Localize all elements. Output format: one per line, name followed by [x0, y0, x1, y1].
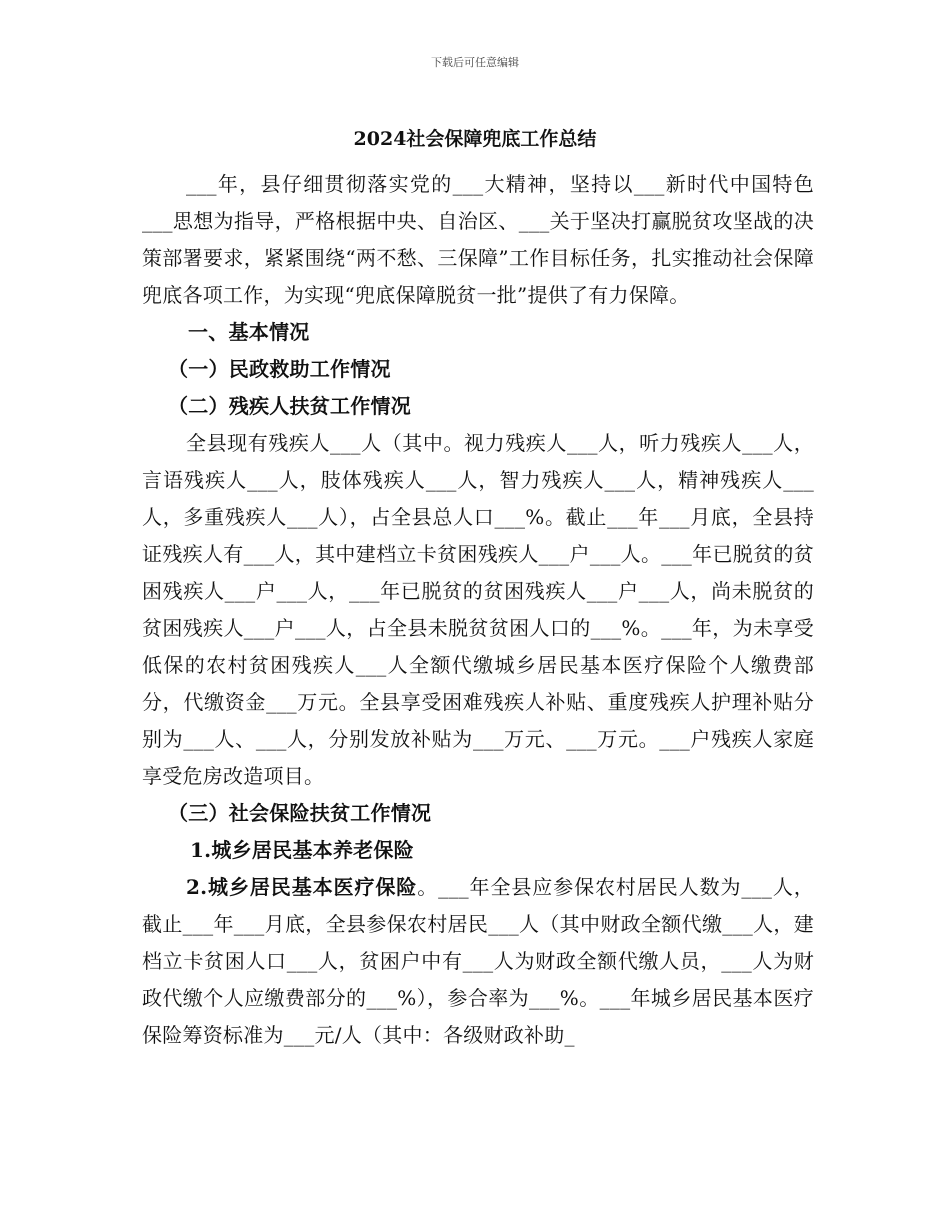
- item-heading-pension: 1.城乡居民基本养老保险: [190, 838, 414, 862]
- header-note: 下载后可任意编辑: [431, 56, 519, 69]
- intro-paragraph: ___年，县仔细贯彻落实党的___大精神，坚持以___新时代中国特色___思想为指导，严格根据中央、自治区、___关于坚决打赢脱贫攻坚战的决策部署要求，紧紧围绕“两不愁、三保障”工作目标任务，扎实推动社会保障兜底各项工作，为实现“兜底保障脱贫一批”提供了有力保障。: [142, 172, 814, 307]
- section-heading-basic: 一、基本情况: [188, 320, 310, 344]
- subsection-heading-disabled: （二）残疾人扶贫工作情况: [168, 394, 411, 418]
- subsection-heading-social-insurance: （三）社会保险扶贫工作情况: [168, 801, 432, 825]
- disabled-paragraph: 全县现有残疾人___人（其中。视力残疾人___人，听力残疾人___人，言语残疾人___人，肢体残疾人___人，智力残疾人___人，精神残疾人___人，多重残疾人___人），占全县总人口___%。截止___年___月底，全县持证残疾人有___人，其中建档立卡贫困残疾人___户___人。___年已脱贫的贫困残疾人___户___人，___年已脱贫的贫困残疾人___户___人，尚未脱贫的贫困残疾人___户___人，占全县未脱贫贫困人口的___%。___年，为未享受低保的农村贫困残疾人___人全额代缴城乡居民基本医疗保险个人缴费部分，代缴资金___万元。全县享受困难残疾人补贴、重度残疾人护理补贴分别为___人、___人，分别发放补贴为___万元、___万元。___户残疾人家庭享受危房改造项目。: [142, 431, 814, 788]
- item-heading-medical: 2.城乡居民基本医疗保险: [186, 875, 418, 899]
- document-body: [142, 166, 814, 1054]
- subsection-heading-civil-aid: （一）民政救助工作情况: [168, 357, 391, 381]
- medical-insurance-paragraph: [142, 869, 814, 1054]
- medical-insurance-text: 。___年全县应参保农村居民人数为___人，截止___年___月底，全县参保农村居民___人（其中财政全额代缴___人，建档立卡贫困人口___人，贫困户中有___人为财政全额代缴人员，___人为财政代缴个人应缴费部分的___%），参合率为___%。___年城乡居民基本医疗保险筹资标准为___元/人（其中：各级财政补助_: [142, 875, 815, 1047]
- document-title: 2024社会保障兜底工作总结: [353, 128, 597, 150]
